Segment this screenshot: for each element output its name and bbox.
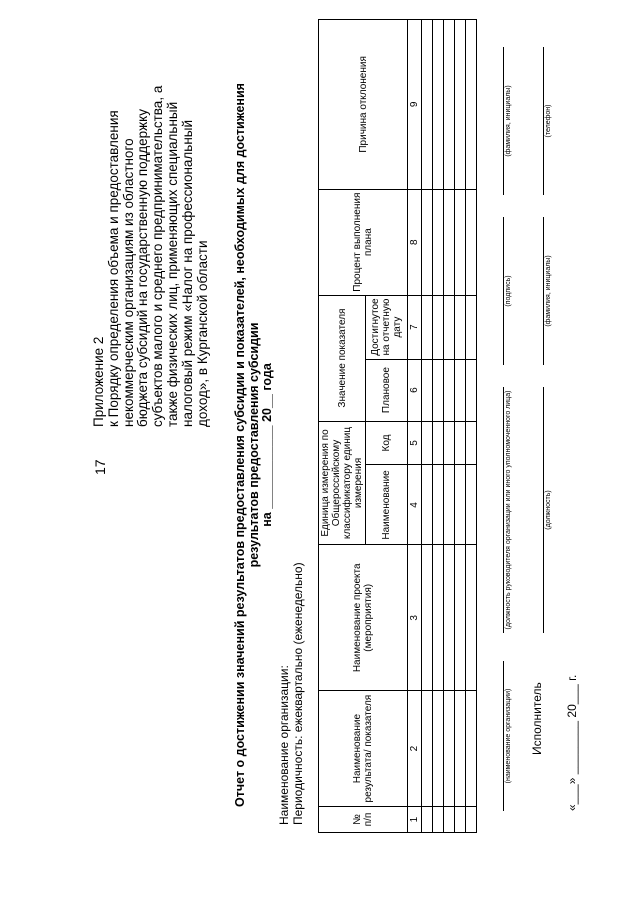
- report-table: [318, 19, 477, 833]
- header-achieved: Достигнутое на отчетную дату: [366, 295, 408, 359]
- appendix-block: [92, 32, 210, 427]
- org-name-line: [503, 661, 504, 811]
- header-unit-name: Наименование: [366, 465, 408, 545]
- col-number: 1: [408, 807, 422, 833]
- table-row: [433, 20, 444, 833]
- report-title: [234, 65, 275, 825]
- col-number: 9: [408, 20, 422, 190]
- col-number: 6: [408, 359, 422, 421]
- position-line: [543, 387, 544, 633]
- org-name-caption: (наименование организации): [505, 688, 512, 784]
- page-number: 17: [92, 459, 108, 475]
- name2-line: [543, 217, 544, 365]
- name1-caption: (фамилия, инициалы): [505, 85, 512, 157]
- col-number: 7: [408, 295, 422, 359]
- table-row: [444, 20, 455, 833]
- phone-caption: (телефон): [545, 104, 552, 138]
- appendix-line: также физических лиц, применяющих специальный: [164, 101, 180, 427]
- table-row: [455, 20, 466, 833]
- header-num: № п/п: [319, 807, 408, 833]
- date-line: «___» ________ 20___ г.: [565, 674, 579, 811]
- org-label: Наименование организации:: [277, 665, 291, 825]
- appendix-line: некоммерческим организациям из областного: [120, 138, 136, 427]
- position-caption: (должность): [545, 490, 552, 530]
- appendix-line: субъектов малого и среднего предпринимательства, а: [150, 85, 166, 427]
- report-title-line3: на ____________ 20__ года: [260, 363, 274, 527]
- appendix-line: к Порядку определения объема и предоставления: [105, 110, 121, 427]
- table-row: [422, 20, 433, 833]
- periodicity: Периодичность: ежеквартально (еженедельно): [291, 562, 305, 825]
- header-value-group: Значение показателя: [319, 295, 366, 421]
- head-position-caption: (должность руководителя организации или иного уполномоченного лица): [505, 390, 512, 630]
- org-block: [277, 562, 305, 825]
- name2-caption: (фамилия, инициалы): [545, 255, 552, 327]
- header-reason: Причина отклонения: [319, 20, 408, 190]
- header-percent: Процент выполнения плана: [319, 189, 408, 295]
- col-number: 8: [408, 189, 422, 295]
- column-number-row: [408, 20, 422, 833]
- header-project-name: Наименование проекта (мероприятия): [319, 545, 408, 691]
- table-row: [466, 20, 477, 833]
- name1-line: [503, 47, 504, 195]
- report-title-line1: Отчет о достижении значений результатов предоставления субсидии и показателей, необходимых для достижения: [233, 83, 247, 807]
- col-number: 2: [408, 691, 422, 807]
- appendix-line: доход», в Курганской области: [194, 240, 210, 427]
- appendix-line: налоговый режим «Налог на профессиональный: [179, 119, 195, 427]
- header-result-name: Наименование результата/ показателя: [319, 691, 408, 807]
- head-position-line: [503, 387, 504, 633]
- header-planned: Плановое: [366, 359, 408, 421]
- header-unit-group: Единица измерения по Общероссийскому классификатору единиц измерения: [319, 421, 366, 545]
- phone-line: [543, 47, 544, 195]
- col-number: 3: [408, 545, 422, 691]
- col-number: 5: [408, 421, 422, 465]
- header-unit-code: Код: [366, 421, 408, 465]
- executor-label: Исполнитель: [530, 682, 544, 755]
- report-title-line2: результатов предоставления субсидии: [246, 322, 261, 568]
- signature-line: [503, 217, 504, 365]
- header-row-1: [319, 20, 366, 833]
- appendix-line: бюджета субсидий на государственную поддержку: [135, 109, 151, 427]
- signature-caption: (подпись): [505, 275, 512, 307]
- appendix-title: Приложение 2: [91, 336, 106, 427]
- col-number: 4: [408, 465, 422, 545]
